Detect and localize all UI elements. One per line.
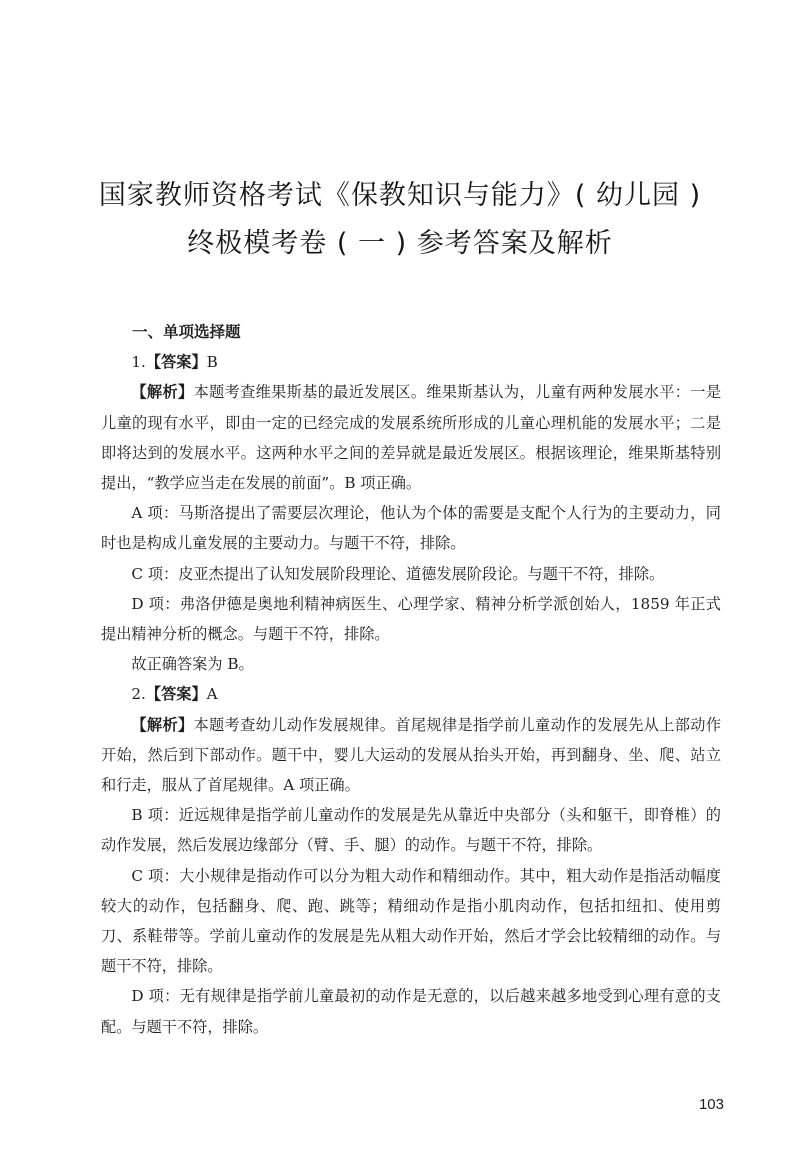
- q2-analysis: [101, 710, 721, 801]
- q2-option-c: C 项：大小规律是指动作可以分为粗大动作和精细动作。其中，粗大动作是指活动幅度较大的动作，包括翻身、爬、跑、跳等；精细动作是指小肌肉动作，包括扣纽扣、使用剪刀、系鞋带等。学前儿童动作的发展是先从粗大动作开始，然后才学会比较精细的动作。与题干不符，排除。: [101, 866, 721, 976]
- q2-answer: A: [206, 685, 218, 704]
- q2-analysis-text: 本题考查幼儿动作发展规律。首尾规律是指学前儿童动作的发展先从上部动作开始，然后到下部动作。题干中，婴儿大运动的发展从抬头开始，再到翻身、坐、爬、站立和行走，服从了首尾规律。A 项正确。: [101, 715, 722, 795]
- q1-answer-line: [101, 347, 721, 377]
- q2-option-b: B 项：近远规律是指学前儿童动作的发展是先从靠近中央部分（头和躯干，即脊椎）的动作发展，然后发展边缘部分（臂、手、腿）的动作。与题干不符，排除。: [101, 806, 721, 855]
- q2-answer-line: [101, 679, 721, 709]
- document-title: [0, 172, 800, 268]
- q1-option-c: C 项：皮亚杰提出了认知发展阶段理论、道德发展阶段论。与题干不符，排除。: [131, 564, 665, 583]
- q1-answer-tag: 【答案】: [145, 353, 207, 372]
- title-line-1: 国家教师资格考试《保教知识与能力》( 幼儿园 ): [98, 180, 702, 211]
- q2-number: 2.: [131, 685, 146, 704]
- q2-option-d: D 项：无有规律是指学前儿童最初的动作是无意的，以后越来越多地受到心理有意的支配。与题干不符，排除。: [101, 987, 721, 1036]
- q1-analysis-tag: 【解析】: [131, 383, 194, 402]
- q1-analysis: [101, 377, 721, 498]
- q2-analysis-tag: 【解析】: [131, 715, 194, 734]
- q1-analysis-text: 本题考查维果斯基的最近发展区。维果斯基认为，儿童有两种发展水平：一是儿童的现有水平，即由一定的已经完成的发展系统所形成的儿童心理机能的发展水平；二是即将达到的发展水平。这两种水平之间的差异就是最近发展区。根据该理论，维果斯基特别提出，“教学应当走在发展的前面”。B 项正确。: [101, 383, 722, 492]
- document-body: [101, 317, 721, 1042]
- q1-option-d: D 项：弗洛伊德是奥地利精神病医生、心理学家、精神分析学派创始人，1859 年正式提出精神分析的概念。与题干不符，排除。: [101, 594, 721, 644]
- q1-option-a: A 项：马斯洛提出了需要层次理论，他认为个体的需要是支配个人行为的主要动力，同时也是构成儿童发展的主要动力。与题干不符，排除。: [101, 504, 721, 553]
- q1-conclusion: 故正确答案为 B。: [131, 655, 254, 674]
- section-heading: 一、单项选择题: [132, 323, 241, 341]
- q2-answer-tag: 【答案】: [145, 685, 207, 704]
- q1-answer: B: [206, 353, 218, 372]
- q1-number: 1.: [131, 353, 146, 372]
- title-line-2: 终极模考卷 ( 一 ) 参考答案及解析: [187, 228, 613, 259]
- page-number: 103: [698, 1096, 724, 1113]
